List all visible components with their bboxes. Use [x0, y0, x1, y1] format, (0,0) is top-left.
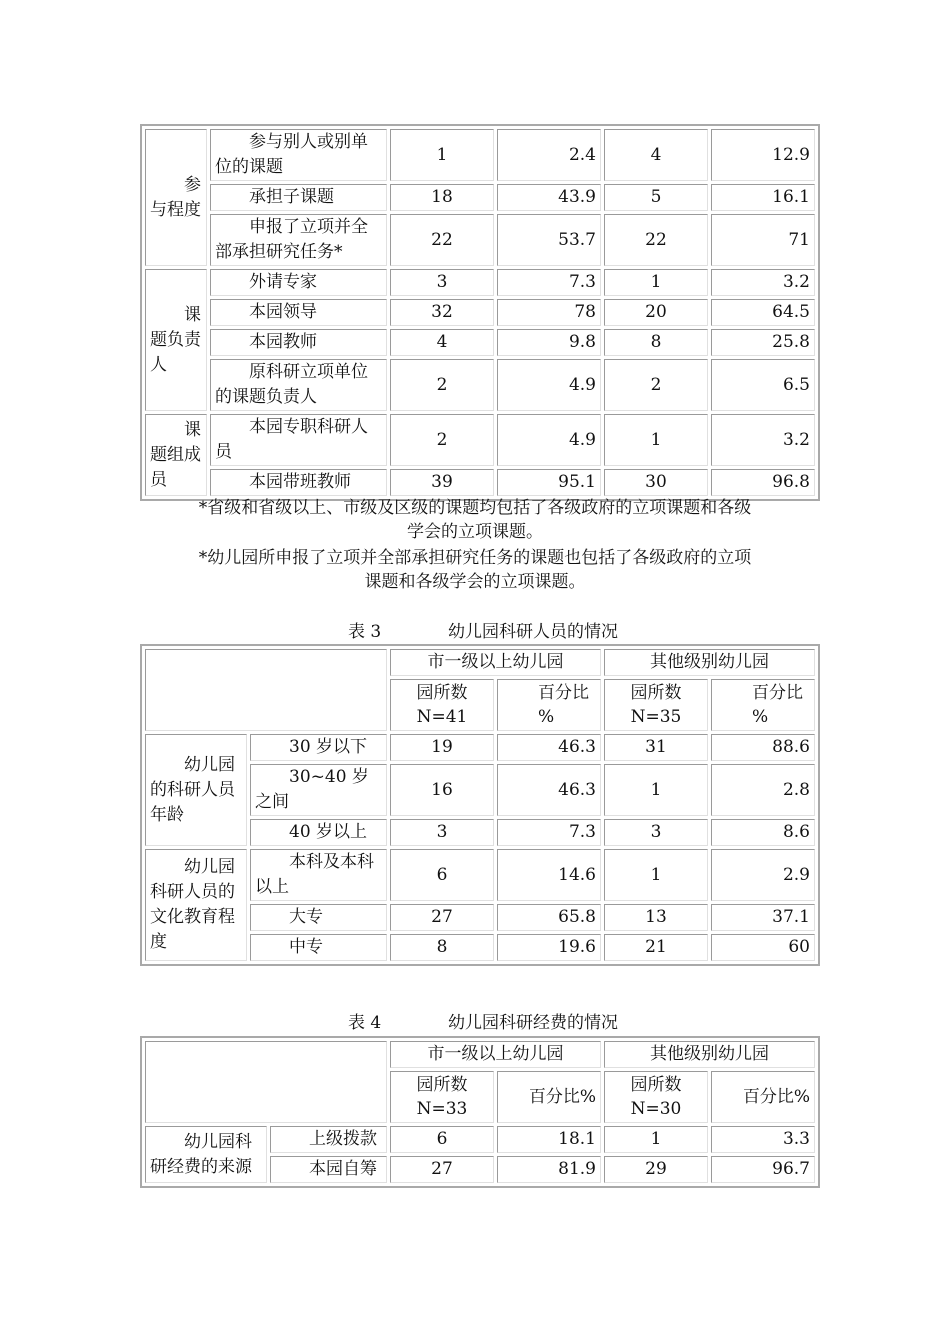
table-row: [145, 469, 815, 496]
group-label: 课题负责人: [145, 269, 207, 411]
count-header: [604, 1071, 708, 1123]
group-label: 课题组成员: [145, 414, 207, 496]
row-label: 承担子课题: [210, 184, 387, 211]
column-group-header: 市一级以上幼儿园: [390, 649, 601, 676]
percent-cell: 65.8: [497, 904, 601, 931]
group-label: 参与程度: [145, 129, 207, 266]
table-row: [145, 214, 815, 266]
row-label: 30 岁以下: [250, 734, 387, 761]
count-cell: 1: [604, 764, 708, 816]
count-cell: 8: [604, 329, 708, 356]
percent-cell: 46.3: [497, 734, 601, 761]
count-cell: 2: [390, 414, 494, 466]
percent-cell: 4.9: [497, 414, 601, 466]
count-cell: 1: [604, 414, 708, 466]
row-label: 上级拨款: [270, 1126, 387, 1153]
participation-table-body: [145, 129, 815, 496]
percent-header: 百分比%: [711, 1071, 815, 1123]
count-cell: 16: [390, 764, 494, 816]
percent-cell: 4.9: [497, 359, 601, 411]
count-cell: 3: [390, 819, 494, 846]
row-label: 中专: [250, 934, 387, 961]
percent-cell: 14.6: [497, 849, 601, 901]
count-cell: 4: [604, 129, 708, 181]
percent-cell: 96.7: [711, 1156, 815, 1183]
table-row: [145, 734, 815, 761]
count-cell: 1: [390, 129, 494, 181]
count-cell: 20: [604, 299, 708, 326]
percent-header-unit: %: [538, 707, 555, 727]
table-row: [145, 269, 815, 296]
percent-cell: 43.9: [497, 184, 601, 211]
row-label: 30~40 岁之间: [250, 764, 387, 816]
footnote-line: 课题和各级学会的立项课题。: [364, 572, 586, 592]
row-label: 原科研立项单位的课题负责人: [210, 359, 387, 411]
header-blank: [145, 1041, 387, 1123]
percent-cell: 2.4: [497, 129, 601, 181]
row-label: 大专: [250, 904, 387, 931]
count-cell: 19: [390, 734, 494, 761]
percent-header: [711, 679, 815, 731]
count-cell: 1: [604, 1126, 708, 1153]
caption-number: 表 4: [348, 1013, 382, 1033]
percent-cell: 8.6: [711, 819, 815, 846]
percent-cell: 96.8: [711, 469, 815, 496]
count-header-label: 园所数: [416, 683, 468, 703]
count-cell: 32: [390, 299, 494, 326]
footnote-line: 学会的立项课题。: [407, 522, 543, 542]
percent-cell: 81.9: [497, 1156, 601, 1183]
percent-header-label: 百分比: [752, 683, 803, 703]
count-header: [390, 679, 494, 731]
count-header-n: N=41: [416, 707, 468, 727]
count-cell: 6: [390, 849, 494, 901]
percent-cell: 60: [711, 934, 815, 961]
count-cell: 27: [390, 1156, 494, 1183]
count-header: [604, 679, 708, 731]
row-label: 申报了立项并全部承担研究任务*: [210, 214, 387, 266]
header-row: [145, 1041, 815, 1068]
percent-cell: 9.8: [497, 329, 601, 356]
count-cell: 3: [604, 819, 708, 846]
row-label: 本科及本科以上: [250, 849, 387, 901]
count-header-n: N=30: [630, 1099, 682, 1119]
participation-table: [140, 124, 820, 501]
percent-cell: 25.8: [711, 329, 815, 356]
table-row: [145, 1126, 815, 1153]
row-label: 外请专家: [210, 269, 387, 296]
percent-header: 百分比%: [497, 1071, 601, 1123]
header-blank: [145, 649, 387, 731]
count-cell: 22: [390, 214, 494, 266]
count-cell: 2: [604, 359, 708, 411]
caption-title: 幼儿园科研人员的情况: [448, 622, 618, 642]
percent-cell: 46.3: [497, 764, 601, 816]
percent-cell: 37.1: [711, 904, 815, 931]
caption-number: 表 3: [348, 622, 382, 642]
count-cell: 8: [390, 934, 494, 961]
percent-cell: 71: [711, 214, 815, 266]
footnote: [140, 496, 810, 544]
footnote-line: *幼儿园所申报了立项并全部承担研究任务的课题也包括了各级政府的立项: [198, 548, 752, 568]
count-cell: 4: [390, 329, 494, 356]
row-label: 40 岁以上: [250, 819, 387, 846]
percent-cell: 53.7: [497, 214, 601, 266]
header-row: [145, 649, 815, 676]
percent-cell: 2.9: [711, 849, 815, 901]
funding-table: [140, 1036, 820, 1188]
row-label: 本园专职科研人员: [210, 414, 387, 466]
count-cell: 30: [604, 469, 708, 496]
count-cell: 6: [390, 1126, 494, 1153]
table-row: [145, 184, 815, 211]
percent-cell: 7.3: [497, 819, 601, 846]
staff-table-body: [145, 649, 815, 961]
percent-cell: 2.8: [711, 764, 815, 816]
percent-cell: 3.2: [711, 269, 815, 296]
staff-table: [140, 644, 820, 966]
count-header: [390, 1071, 494, 1123]
count-cell: 3: [390, 269, 494, 296]
column-group-header: 市一级以上幼儿园: [390, 1041, 601, 1068]
funding-table-body: [145, 1041, 815, 1183]
count-cell: 1: [604, 849, 708, 901]
group-label: 幼儿园科研经费的来源: [145, 1126, 267, 1183]
footnote: [140, 546, 810, 594]
row-label: 本园领导: [210, 299, 387, 326]
table-row: [145, 129, 815, 181]
table-row: [145, 299, 815, 326]
count-cell: 22: [604, 214, 708, 266]
table-row: [145, 849, 815, 901]
percent-cell: 95.1: [497, 469, 601, 496]
count-cell: 39: [390, 469, 494, 496]
column-group-header: 其他级别幼儿园: [604, 649, 815, 676]
row-label: 本园教师: [210, 329, 387, 356]
count-header-label: 园所数: [630, 1075, 682, 1095]
row-label: 参与别人或别单位的课题: [210, 129, 387, 181]
row-label: 本园带班教师: [210, 469, 387, 496]
percent-cell: 3.2: [711, 414, 815, 466]
count-cell: 27: [390, 904, 494, 931]
percent-header-unit: %: [752, 707, 769, 727]
percent-cell: 88.6: [711, 734, 815, 761]
percent-cell: 6.5: [711, 359, 815, 411]
row-label: 本园自筹: [270, 1156, 387, 1183]
count-header-label: 园所数: [630, 683, 682, 703]
percent-header: [497, 679, 601, 731]
count-header-n: N=35: [630, 707, 682, 727]
count-cell: 1: [604, 269, 708, 296]
caption-title: 幼儿园科研经费的情况: [448, 1013, 618, 1033]
table-row: [145, 359, 815, 411]
column-group-header: 其他级别幼儿园: [604, 1041, 815, 1068]
group-label: 幼儿园科研人员的文化教育程度: [145, 849, 247, 961]
count-cell: 21: [604, 934, 708, 961]
count-cell: 31: [604, 734, 708, 761]
count-header-label: 园所数: [416, 1075, 468, 1095]
count-cell: 29: [604, 1156, 708, 1183]
percent-cell: 16.1: [711, 184, 815, 211]
count-cell: 18: [390, 184, 494, 211]
group-label: 幼儿园的科研人员年龄: [145, 734, 247, 846]
percent-cell: 18.1: [497, 1126, 601, 1153]
percent-cell: 12.9: [711, 129, 815, 181]
percent-cell: 78: [497, 299, 601, 326]
percent-cell: 19.6: [497, 934, 601, 961]
percent-cell: 64.5: [711, 299, 815, 326]
count-cell: 2: [390, 359, 494, 411]
count-cell: 5: [604, 184, 708, 211]
percent-header-label: 百分比: [538, 683, 589, 703]
footnote-line: *省级和省级以上、市级及区级的课题均包括了各级政府的立项课题和各级: [198, 498, 752, 518]
table-row: [145, 414, 815, 466]
percent-cell: 7.3: [497, 269, 601, 296]
percent-cell: 3.3: [711, 1126, 815, 1153]
table-row: [145, 329, 815, 356]
count-cell: 13: [604, 904, 708, 931]
count-header-n: N=33: [416, 1099, 468, 1119]
